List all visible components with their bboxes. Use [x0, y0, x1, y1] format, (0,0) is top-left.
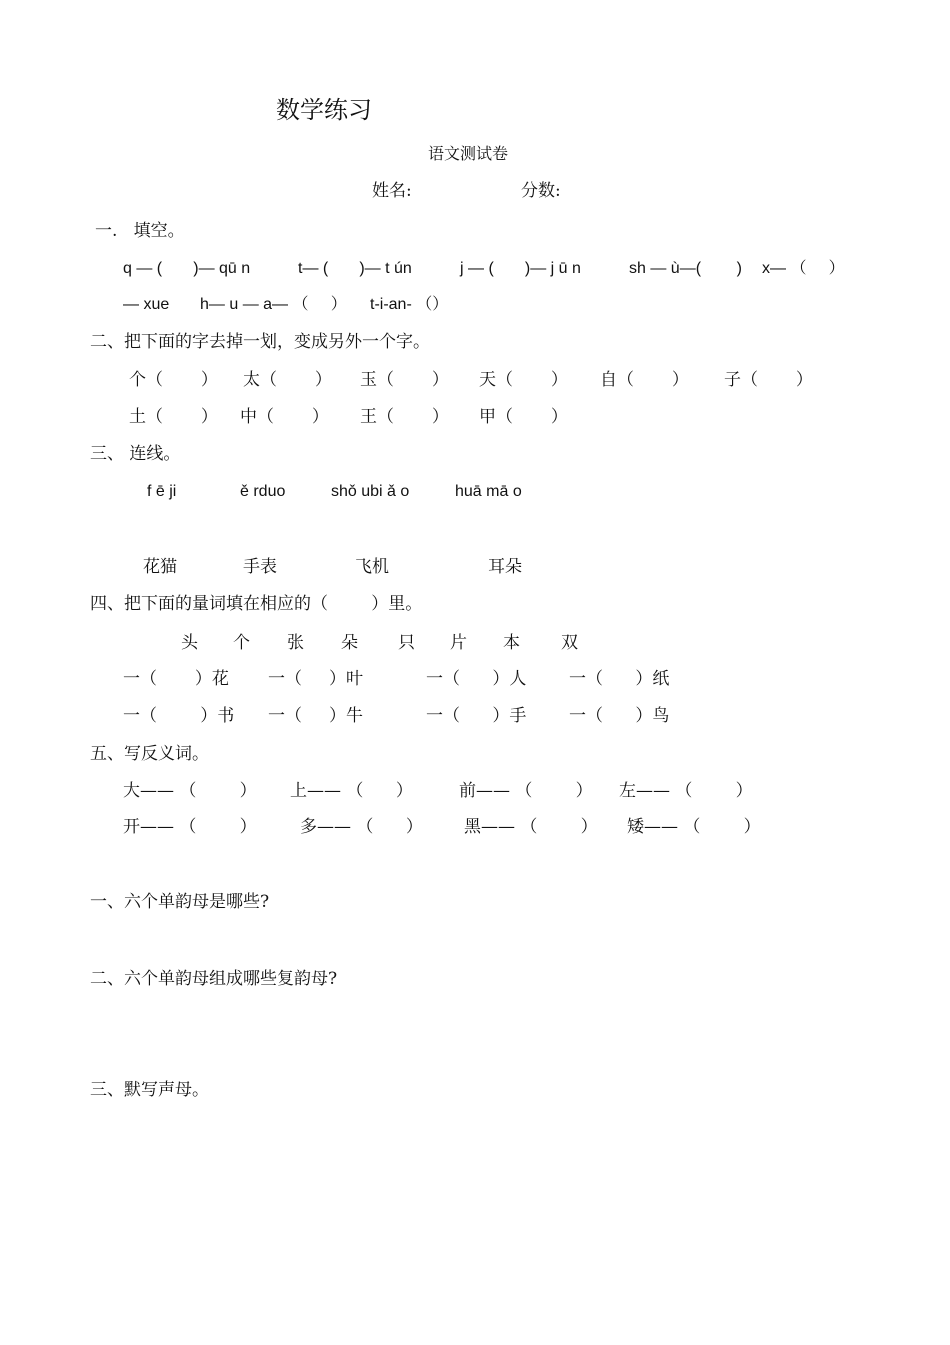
pinyin-word: f ē ji [147, 483, 177, 500]
question: 一、六个单韵母是哪些? [90, 892, 270, 912]
measure-blank: 一（ ）手 [426, 706, 527, 726]
measure-blank: 一（ ）书 [123, 706, 235, 726]
antonym-blank: 矮—— （ ） [627, 817, 761, 837]
measure-word: 片 [450, 633, 467, 653]
score-label: 分数: [521, 181, 561, 201]
question: 二、六个单韵母组成哪些复韵母? [90, 969, 338, 989]
section2-heading: 二、把下面的字去掉一划，变成另外一个字。 [90, 332, 430, 352]
antonym-blank: 多—— （ ） [300, 817, 423, 837]
question: 三、默写声母。 [90, 1080, 209, 1100]
measure-blank: 一（ ）叶 [268, 669, 364, 689]
name-label: 姓名: [372, 181, 412, 201]
pinyin-blank: x— （ ） [762, 260, 845, 277]
char-blank: 自（ ） [600, 370, 689, 390]
pinyin-word: shǒ ubi ǎ o [331, 483, 410, 500]
measure-word: 朵 [341, 633, 358, 653]
antonym-blank: 大—— （ ） [123, 781, 257, 801]
subtitle: 语文测试卷 [428, 144, 509, 163]
antonym-blank: 前—— （ ） [459, 781, 593, 801]
measure-blank: 一（ ）鸟 [569, 706, 670, 726]
antonym-blank: 上—— （ ） [290, 781, 413, 801]
char-blank: 子（ ） [724, 370, 813, 390]
char-blank: 王（ ） [360, 407, 449, 427]
pinyin-blank: — xue [123, 296, 170, 313]
pinyin-word: huā mā o [455, 483, 522, 500]
antonym-blank: 左—— （ ） [619, 781, 753, 801]
measure-word: 只 [398, 633, 415, 653]
section5-heading: 五、写反义词。 [90, 744, 209, 764]
antonym-blank: 黑—— （ ） [464, 817, 598, 837]
measure-blank: 一（ ）纸 [569, 669, 670, 689]
measure-blank: 一（ ）人 [426, 669, 527, 689]
pinyin-blank: sh — ù—( ) [629, 260, 742, 277]
char-blank: 土（ ） [129, 407, 218, 427]
chinese-word: 飞机 [355, 557, 389, 577]
chinese-word: 手表 [243, 557, 277, 577]
pinyin-blank: q — ( )— qū n [123, 260, 251, 277]
measure-word: 本 [503, 633, 520, 653]
pinyin-blank: t-i-an- （） [370, 296, 449, 313]
measure-word: 个 [233, 633, 250, 653]
section3-heading: 三、 连线。 [90, 444, 181, 464]
section1-heading: 一. 填空。 [95, 221, 185, 241]
main-title: 数学练习 [276, 96, 372, 124]
chinese-word: 花猫 [143, 557, 177, 577]
measure-word: 双 [561, 633, 578, 653]
antonym-blank: 开—— （ ） [123, 817, 257, 837]
section4-heading: 四、把下面的量词填在相应的（ ）里。 [90, 594, 423, 614]
measure-blank: 一（ ）花 [123, 669, 229, 689]
pinyin-blank: t— ( )— t ún [298, 260, 412, 277]
char-blank: 甲（ ） [479, 407, 568, 427]
char-blank: 天（ ） [479, 370, 568, 390]
measure-word: 头 [181, 633, 198, 653]
char-blank: 个（ ） [129, 370, 218, 390]
pinyin-word: ě rduo [240, 483, 286, 500]
char-blank: 太（ ） [243, 370, 332, 390]
measure-word: 张 [287, 633, 304, 653]
char-blank: 中（ ） [240, 407, 329, 427]
pinyin-blank: j — ( )— j ū n [460, 260, 581, 277]
chinese-word: 耳朵 [488, 557, 522, 577]
measure-blank: 一（ ）牛 [268, 706, 364, 726]
pinyin-blank: h— u — a— （ ） [200, 296, 347, 313]
char-blank: 玉（ ） [360, 370, 449, 390]
